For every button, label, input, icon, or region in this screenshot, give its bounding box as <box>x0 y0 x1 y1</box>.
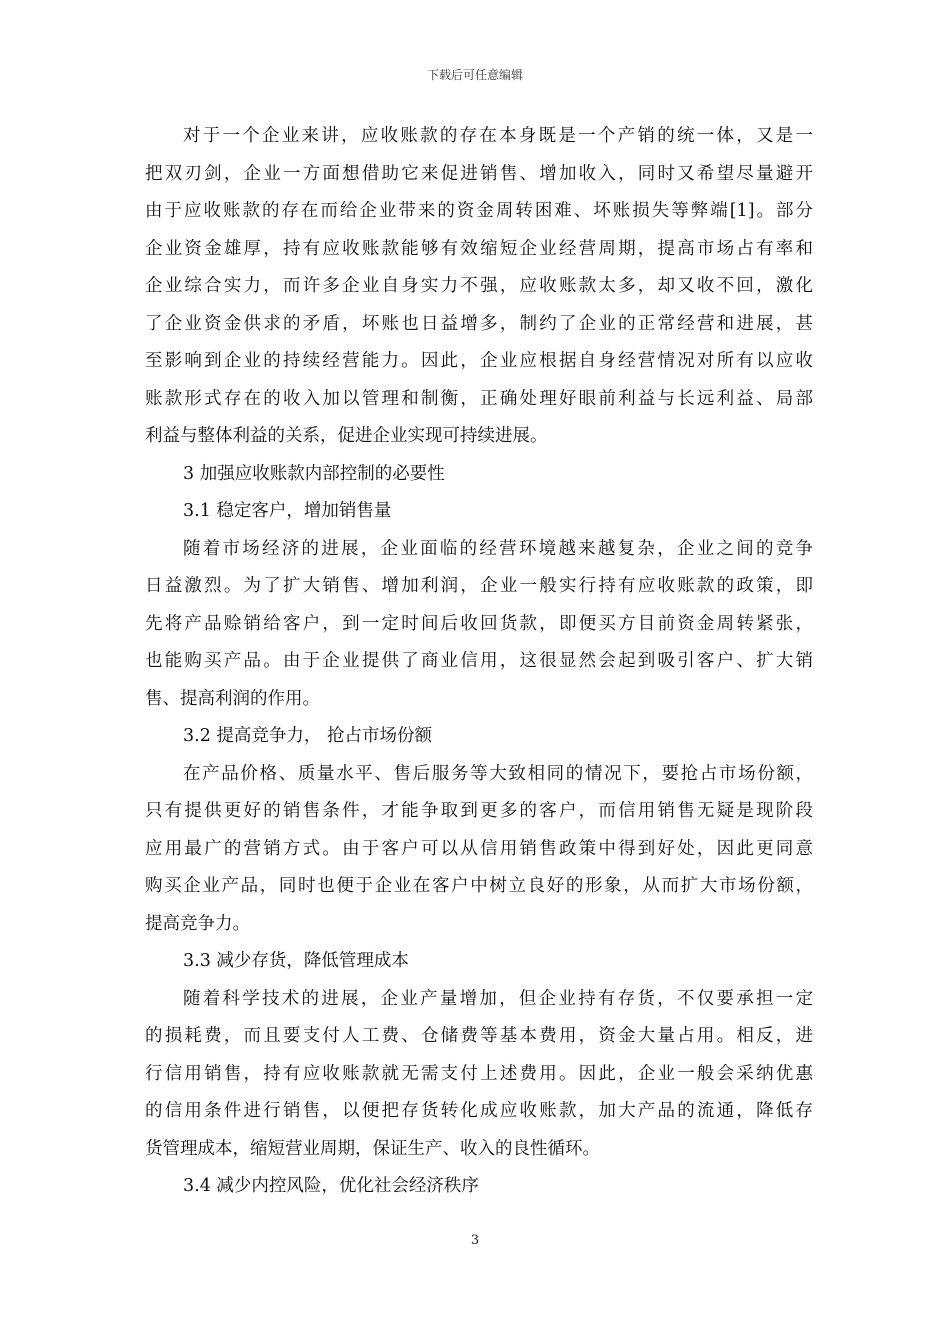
paragraph-line: 应用最广的营销方式。由于客户可以从信用销售政策中得到好处，因此更同意 <box>145 838 813 859</box>
section-heading: 3.4 减少内控风险，优化社会经济秩序 <box>183 1176 479 1196</box>
section-heading: 3.2 提高竞争力， 抢占市场份额 <box>183 726 432 746</box>
section-heading: 3 加强应收账款内部控制的必要性 <box>183 463 445 484</box>
section-heading: 3.3 减少存货，降低管理成本 <box>183 951 409 971</box>
paragraph-line: 在产品价格、质量水平、售后服务等大致相同的情况下，要抢占市场份额， <box>183 763 813 784</box>
paragraph-line: 行信用销售，持有应收账款就无需支付上述费用。因此，企业一般会采纳优惠 <box>145 1063 813 1084</box>
paragraph <box>145 756 813 944</box>
paragraph-line: 利益与整体利益的关系，促进企业实现可持续进展。 <box>145 426 548 446</box>
paragraph-line: 企业资金雄厚，持有应收账款能够有效缩短企业经营周期，提高市场占有率和 <box>145 238 813 259</box>
paragraph-line: 随着市场经济的进展，企业面临的经营环境越来越复杂，企业之间的竞争 <box>183 538 813 559</box>
paragraph <box>145 981 813 1169</box>
page-number: 3 <box>470 1233 480 1248</box>
paragraph-line: 也能购买产品。由于企业提供了商业信用，这很显然会起到吸引客户、扩大销 <box>145 651 813 671</box>
paragraph-line: 了企业资金供求的矛盾，坏账也日益增多，制约了企业的正常经营和进展，甚 <box>145 313 813 334</box>
paragraph-line: 的损耗费，而且要支付人工费、仓储费等基本费用，资金大量占用。相反，进 <box>145 1026 813 1046</box>
paragraph-line: 账款形式存在的收入加以管理和制衡，正确处理好眼前利益与长远利益、局部 <box>145 388 813 409</box>
paragraph-line: 提高竞争力。 <box>145 913 250 934</box>
paragraph-line: 货管理成本，缩短营业周期，保证生产、收入的良性循环。 <box>145 1138 600 1159</box>
paragraph <box>145 531 813 719</box>
paragraph-line: 的信用条件进行销售，以便把存货转化成应收账款，加大产品的流通，降低存 <box>145 1101 813 1121</box>
paragraph-line: 日益激烈。为了扩大销售、增加利润，企业一般实行持有应收账款的政策，即 <box>145 576 813 596</box>
page-header: 下载后可任意编辑 <box>426 68 523 82</box>
paragraph-line: 企业综合实力，而许多企业自身实力不强，应收账款太多，却又收不回，激化 <box>145 276 813 296</box>
paragraph-line: 对于一个企业来讲，应收账款的存在本身既是一个产销的统一体，又是一 <box>183 126 813 146</box>
paragraph-line: 由于应收账款的存在而给企业带来的资金周转困难、坏账损失等弊端[1]。部分 <box>145 201 813 221</box>
paragraph-line: 把双刃剑，企业一方面想借助它来促进销售、增加收入，同时又希望尽量避开 <box>145 163 813 184</box>
paragraph-line: 先将产品赊销给客户，到一定时间后收回货款，即便买方目前资金周转紧张， <box>145 613 813 634</box>
paragraph-line: 售、提高利润的作用。 <box>145 688 320 709</box>
section-heading: 3.1 稳定客户，增加销售量 <box>183 501 392 521</box>
paragraph <box>145 118 813 456</box>
paragraph-line: 至影响到企业的持续经营能力。因此，企业应根据自身经营情况对所有以应收 <box>145 351 813 371</box>
document-body <box>145 118 813 1206</box>
paragraph-line: 只有提供更好的销售条件，才能争取到更多的客户，而信用销售无疑是现阶段 <box>145 801 813 821</box>
paragraph-line: 购买企业产品，同时也便于企业在客户中树立良好的形象，从而扩大市场份额， <box>145 876 813 896</box>
paragraph-line: 随着科学技术的进展，企业产量增加，但企业持有存货，不仅要承担一定 <box>183 988 813 1009</box>
